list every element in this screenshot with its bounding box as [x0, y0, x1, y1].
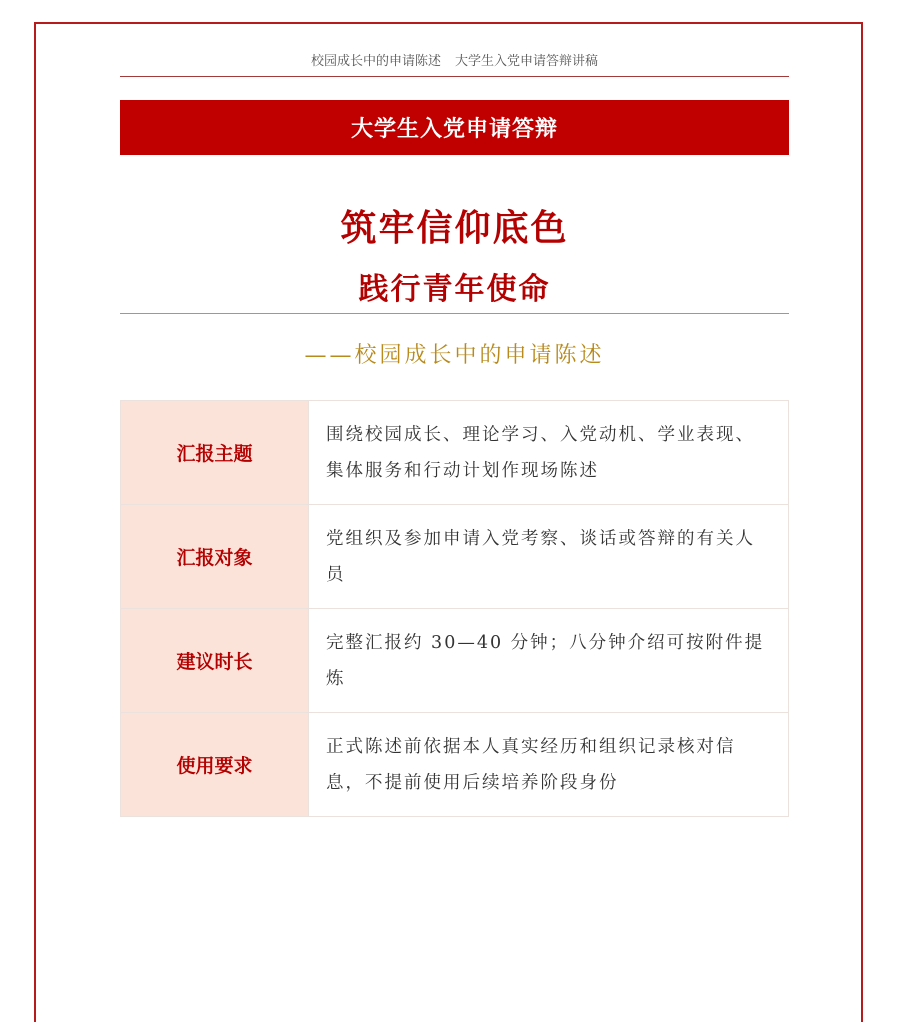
row-value: 围绕校园成长、理论学习、入党动机、学业表现、集体服务和行动计划作现场陈述 — [309, 401, 789, 505]
info-table — [120, 400, 789, 817]
table-row — [121, 713, 789, 817]
row-value: 正式陈述前依据本人真实经历和组织记录核对信息，不提前使用后续培养阶段身份 — [309, 713, 789, 817]
table-row — [121, 505, 789, 609]
row-value: 完整汇报约 30—40 分钟；八分钟介绍可按附件提炼 — [309, 609, 789, 713]
sub-title: 践行青年使命 — [358, 272, 551, 307]
row-value: 党组织及参加申请入党考察、谈话或答辩的有关人员 — [309, 505, 789, 609]
banner-title: 大学生入党申请答辩 — [350, 117, 558, 142]
header-right-text: 大学生入党申请答辩讲稿 — [455, 54, 599, 69]
table-row — [121, 401, 789, 505]
title-divider — [120, 313, 789, 314]
row-label: 建议时长 — [121, 609, 309, 713]
row-label: 汇报主题 — [121, 401, 309, 505]
row-label: 汇报对象 — [121, 505, 309, 609]
table-row — [121, 609, 789, 713]
title-banner — [120, 100, 789, 155]
running-header — [120, 50, 789, 69]
header-left-text: 校园成长中的申请陈述 — [310, 54, 441, 69]
main-title: 筑牢信仰底色 — [340, 208, 569, 249]
header-divider — [120, 76, 789, 77]
subtitle: ——校园成长中的申请陈述 — [304, 343, 605, 368]
row-label: 使用要求 — [121, 713, 309, 817]
